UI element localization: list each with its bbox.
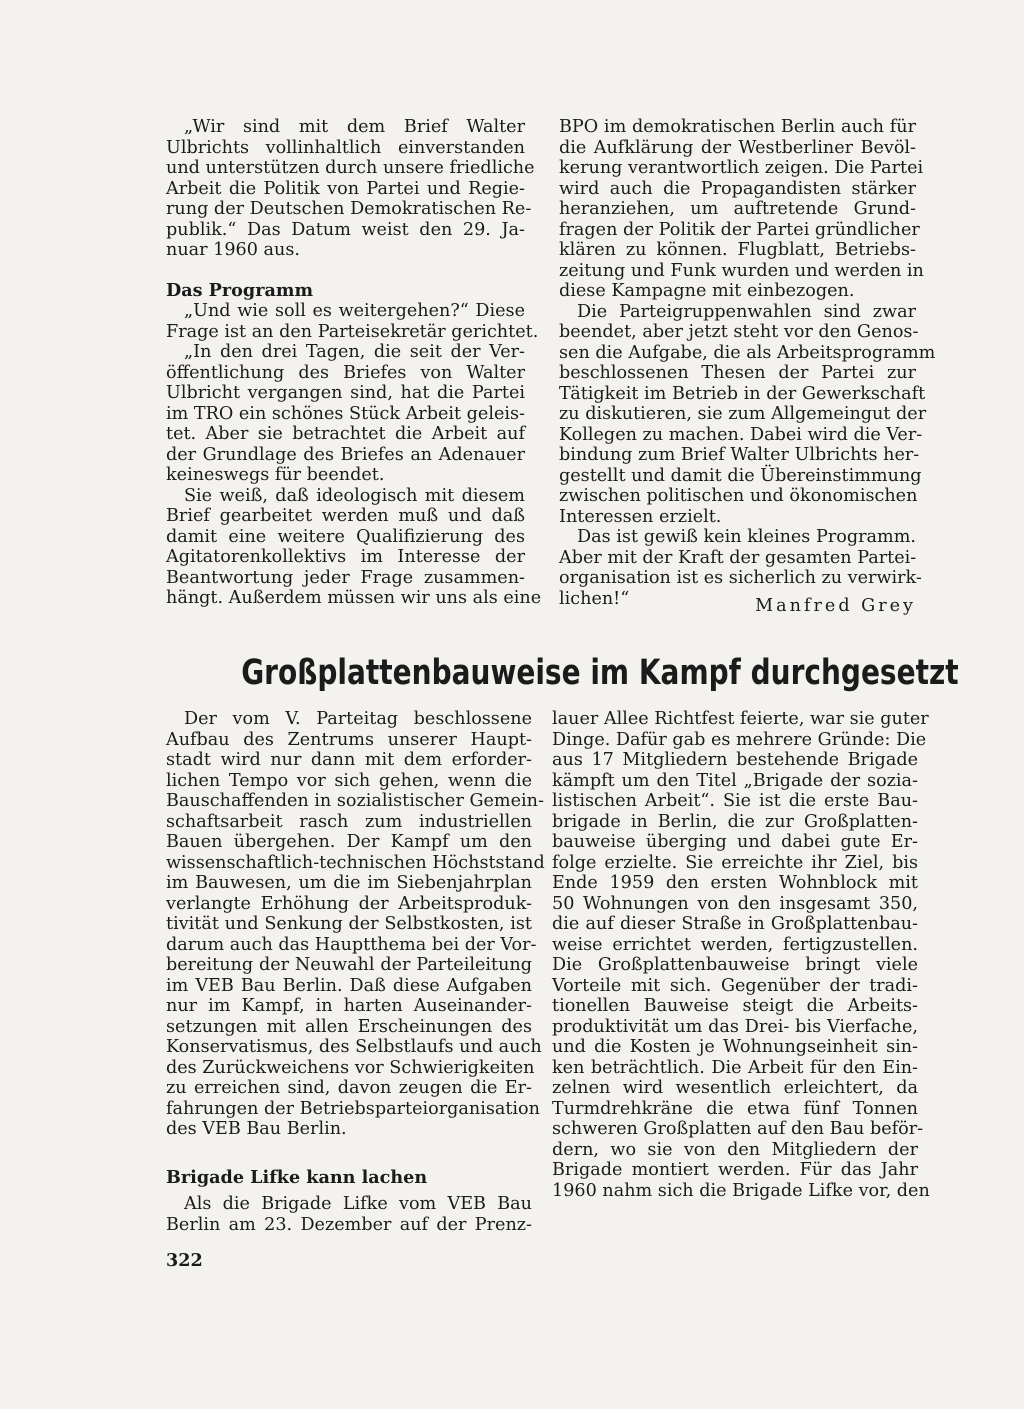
- text-line: lauer Allee Richtfest feierte, war sie guter: [552, 709, 929, 729]
- text-line: klären zu können. Flugblatt, Betriebs-: [559, 240, 916, 260]
- paragraph: [166, 1194, 532, 1235]
- paragraph: [559, 301, 936, 528]
- text-line: Berlin am 23. Dezember auf der Prenz-: [166, 1214, 532, 1235]
- text-line: bindung zum Brief Walter Ulbrichts her-: [559, 445, 920, 465]
- subheading: Das Programm: [166, 279, 314, 301]
- text-line: weise errichtet werden, fertigzustellen.: [552, 934, 918, 955]
- text-line: Die Großplattenbauweise bringt viele: [552, 955, 918, 975]
- text-line: Aufbau des Zentrums unserer Haupt-: [166, 729, 532, 750]
- text-line: gestellt und damit die Übereinstimmung: [559, 465, 922, 486]
- text-line: brigade in Berlin, die zur Großplatten-: [552, 811, 918, 832]
- text-line: nur im Kampf, in harten Auseinander-: [166, 996, 532, 1016]
- text-line: Beantwortung jeder Frage zusammen-: [166, 567, 525, 588]
- text-line: Arbeit die Politik von Partei und Regie-: [166, 178, 525, 199]
- text-line: listischen Arbeit“. Sie ist die erste Bau-: [552, 791, 918, 811]
- text-line: des VEB Bau Berlin.: [166, 1119, 347, 1139]
- bottom-right-column: [552, 709, 930, 1201]
- paragraph: [166, 117, 535, 261]
- text-line: Bauschaffenden in sozialistischer Gemein-: [166, 791, 544, 811]
- text-line: Brief gearbeitet werden muß und daß: [166, 506, 525, 526]
- text-line: Turmdrehkräne die etwa fünf Tonnen: [552, 1098, 918, 1119]
- text-line: beendet, aber jetzt steht vor den Genos-: [559, 322, 919, 342]
- text-line: im VEB Bau Berlin. Daß diese Aufgaben: [166, 975, 532, 996]
- bottom-left-column: [166, 709, 545, 1235]
- text-line: öffentlichung des Briefes von Walter: [166, 362, 525, 383]
- page-number: 322: [166, 1250, 203, 1271]
- text-line: wird auch die Propagandisten stärker: [559, 178, 916, 199]
- text-line: kämpft um den Titel „Brigade der sozia-: [552, 770, 918, 791]
- text-line: diese Kampagne mit einbezogen.: [559, 281, 855, 301]
- text-line: zwischen politischen und ökonomischen: [559, 486, 918, 506]
- text-line: heranziehen, um auftretende Grund-: [559, 199, 916, 219]
- text-line: Konservatismus, des Selbstlaufs und auch: [166, 1037, 542, 1057]
- text-line: bereitung der Neuwahl der Parteileitung: [166, 955, 532, 975]
- text-line: 1960 nahm sich die Brigade Lifke vor, den: [552, 1180, 930, 1201]
- paragraph: [552, 709, 930, 1201]
- text-line: Der vom V. Parteitag beschlossene: [184, 709, 532, 729]
- text-line: Agitatorenkollektivs im Interesse der: [166, 547, 525, 567]
- text-line: schaftsarbeit rasch zum industriellen: [166, 811, 532, 832]
- text-line: dern, wo sie von den Mitgliedern der: [552, 1139, 918, 1160]
- text-line: Ulbrichts vollinhaltlich einverstanden: [166, 137, 525, 158]
- top-right-column: [559, 117, 936, 609]
- text-line: sen die Aufgabe, die als Arbeitsprogramm: [559, 342, 936, 363]
- text-line: der Grundlage des Briefes an Adenauer: [166, 444, 525, 465]
- text-line: Als die Brigade Lifke vom VEB Bau: [184, 1194, 532, 1214]
- text-line: hängt. Außerdem müssen wir uns als eine: [166, 588, 542, 608]
- text-line: keineswegs für beendet.: [166, 465, 385, 485]
- text-line: Tätigkeit im Betrieb in der Gewerkschaft: [559, 383, 926, 404]
- text-line: damit eine weitere Qualifizierung des: [166, 526, 525, 547]
- text-line: setzungen mit allen Erscheinungen des: [166, 1016, 532, 1037]
- text-line: organisation ist es sicherlich zu verwirk-: [559, 568, 922, 588]
- text-line: tivität und Senkung der Selbstkosten, ist: [166, 914, 532, 934]
- text-line: lichen!“: [559, 588, 630, 609]
- text-line: folge erzielte. Sie erreichte ihr Ziel, bis: [552, 852, 918, 873]
- text-line: zeitung und Funk wurden und werden in: [559, 260, 924, 281]
- paragraph: [166, 342, 525, 486]
- text-line: Kollegen zu machen. Dabei wird die Ver-: [559, 424, 923, 445]
- text-line: Dinge. Dafür gab es mehrere Gründe: Die: [552, 729, 927, 750]
- author-signature: Manfred Grey: [755, 596, 916, 616]
- text-line: und die Kosten je Wohnungseinheit sin-: [552, 1037, 918, 1057]
- text-line: verlangte Erhöhung der Arbeitsproduk-: [166, 893, 532, 914]
- text-line: nuar 1960 aus.: [166, 240, 300, 260]
- text-line: die auf dieser Straße in Großplattenbau-: [552, 914, 918, 934]
- text-line: im Bauwesen, um die im Siebenjahrplan: [166, 873, 532, 893]
- text-line: lichen Tempo vor sich gehen, wenn die: [166, 770, 532, 791]
- text-line: aus 17 Mitgliedern bestehende Brigade: [552, 750, 918, 770]
- text-line: produktivität um das Drei- bis Vierfache,: [552, 1016, 918, 1037]
- text-line: Vorteile mit sich. Gegenüber der tradi-: [552, 975, 918, 996]
- text-line: 50 Wohnungen von den insgesamt 350,: [552, 893, 918, 914]
- text-line: fahrungen der Betriebsparteiorganisation: [166, 1098, 540, 1119]
- article-headline: Großplattenbauweise im Kampf durchgesetzt: [241, 653, 959, 693]
- text-line: zu diskutieren, sie zum Allgemeingut der: [559, 404, 927, 424]
- text-line: publik.“ Das Datum weist den 29. Ja-: [166, 219, 525, 240]
- text-line: zu erreichen sind, davon zeugen die Er-: [166, 1078, 532, 1098]
- paragraph: [166, 485, 542, 609]
- text-line: ken beträchtlich. Die Arbeit für den Ein-: [552, 1057, 918, 1078]
- text-line: im TRO ein schönes Stück Arbeit geleis-: [166, 403, 525, 424]
- text-line: kerung verantwortlich zeigen. Die Partei: [559, 158, 924, 178]
- text-line: tionellen Bauweise steigt die Arbeits-: [552, 996, 918, 1016]
- text-line: schweren Großplatten auf den Bau beför-: [552, 1119, 924, 1139]
- text-line: Das ist gewiß kein kleines Programm.: [577, 527, 916, 547]
- text-line: BPO im demokratischen Berlin auch für: [559, 117, 916, 137]
- text-line: Ulbricht vergangen sind, hat die Partei: [166, 383, 525, 403]
- paragraph: [166, 301, 539, 342]
- text-line: des Zurückweichens vor Schwierigkeiten: [166, 1057, 535, 1078]
- text-line: tet. Aber sie betrachtet die Arbeit auf: [166, 424, 525, 444]
- subheading: Brigade Lifke kann lachen: [166, 1166, 428, 1188]
- text-line: Sie weiß, daß ideologisch mit diesem: [184, 485, 525, 506]
- text-line: bauweise überging und dabei gute Er-: [552, 832, 918, 852]
- text-line: beschlossenen Thesen der Partei zur: [559, 363, 916, 383]
- text-line: Bauen übergehen. Der Kampf um den: [166, 832, 532, 852]
- text-line: Ende 1959 den ersten Wohnblock mit: [552, 873, 918, 893]
- text-line: Interessen erzielt.: [559, 506, 722, 527]
- text-line: Brigade montiert werden. Für das Jahr: [552, 1160, 918, 1180]
- top-left-column: [166, 117, 542, 609]
- text-line: fragen der Politik der Partei gründlicher: [559, 219, 920, 240]
- text-line: „In den drei Tagen, die seit der Ver-: [184, 342, 525, 362]
- text-line: darum auch das Hauptthema bei der Vor-: [166, 934, 537, 955]
- text-line: Aber mit der Kraft der gesamten Partei-: [559, 547, 917, 568]
- text-line: „Wir sind mit dem Brief Walter: [184, 117, 525, 137]
- text-line: wissenschaftlich-technischen Höchststand: [166, 852, 545, 873]
- text-line: „Und wie soll es weitergehen?“ Diese: [184, 301, 525, 321]
- paragraph: [559, 117, 924, 302]
- text-line: und unterstützen durch unsere friedliche: [166, 158, 535, 178]
- text-line: Die Parteigruppenwahlen sind zwar: [577, 301, 916, 322]
- text-line: die Aufklärung der Westberliner Bevöl-: [559, 137, 916, 158]
- text-line: Frage ist an den Parteisekretär gerichtet.: [166, 321, 539, 342]
- text-line: zelnen wird wesentlich erleichtert, da: [552, 1078, 918, 1098]
- paragraph: [166, 709, 545, 1140]
- text-line: stadt wird nur dann mit dem erforder-: [166, 750, 532, 770]
- text-line: rung der Deutschen Demokratischen Re-: [166, 199, 532, 219]
